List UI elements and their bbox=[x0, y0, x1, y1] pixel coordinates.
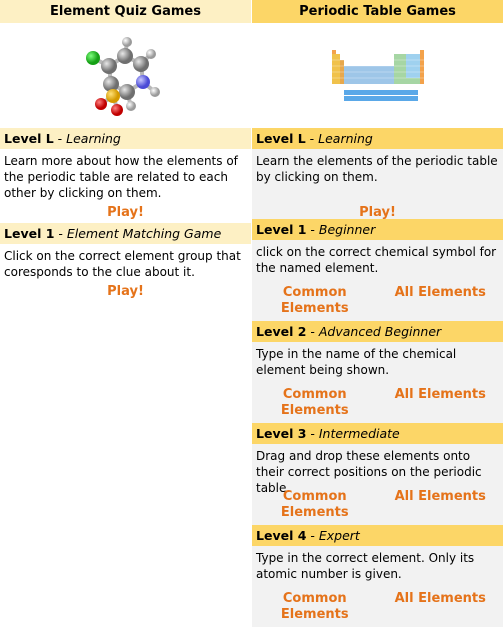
pt-level-3-panel bbox=[252, 444, 503, 525]
element-quiz-column bbox=[0, 0, 251, 302]
periodic-table-icon bbox=[330, 48, 426, 104]
pt-level-2-common-elements-link[interactable]: Common Elements bbox=[252, 387, 378, 419]
pt-level-l-panel bbox=[252, 149, 503, 219]
pt-level-4-heading: Level 4 - Expert bbox=[252, 525, 503, 546]
pt-level-3-options bbox=[252, 489, 503, 521]
pt-level-l-learning-heading: Level L - Learning bbox=[252, 128, 503, 149]
pt-level-4-panel bbox=[252, 546, 503, 627]
molecule-icon bbox=[81, 34, 171, 118]
periodic-table-column bbox=[252, 0, 503, 627]
pt-level-4-all-elements-link[interactable]: All Elements bbox=[378, 591, 503, 623]
pt-level-4-options bbox=[252, 591, 503, 623]
level-l-play-link[interactable]: Play! bbox=[0, 202, 251, 223]
pt-level-1-common-elements-link[interactable]: Common Elements bbox=[252, 285, 378, 317]
pt-level-1-panel bbox=[252, 240, 503, 321]
pt-level-2-description: Type in the name of the chemical element being shown. bbox=[252, 342, 503, 387]
pt-level-4-common-elements-link[interactable]: Common Elements bbox=[252, 591, 378, 623]
pt-level-2-heading: Level 2 - Advanced Beginner bbox=[252, 321, 503, 342]
periodic-table-image bbox=[252, 23, 503, 128]
pt-level-1-description: click on the correct chemical symbol for the named element. bbox=[252, 240, 503, 285]
level-l-description: Learn more about how the elements of the periodic table are related to each other by clicking on them. bbox=[0, 149, 251, 202]
pt-level-2-options bbox=[252, 387, 503, 419]
level-1-matching-description: Click on the correct element group that coresponds to the clue about it. bbox=[0, 244, 251, 281]
molecule-image bbox=[0, 23, 251, 128]
pt-level-3-description: Drag and drop these elements onto their correct positions on the periodic table. bbox=[252, 444, 503, 489]
pt-level-1-heading: Level 1 - Beginner bbox=[252, 219, 503, 240]
pt-level-1-all-elements-link[interactable]: All Elements bbox=[378, 285, 503, 317]
pt-level-2-all-elements-link[interactable]: All Elements bbox=[378, 387, 503, 419]
level-l-learning-heading: Level L - Learning bbox=[0, 128, 251, 149]
periodic-table-header: Periodic Table Games bbox=[252, 0, 503, 23]
pt-level-l-play-link[interactable]: Play! bbox=[252, 202, 503, 223]
pt-level-4-description: Type in the correct element. Only its atomic number is given. bbox=[252, 546, 503, 591]
level-1-matching-play-link[interactable]: Play! bbox=[0, 281, 251, 302]
element-quiz-header: Element Quiz Games bbox=[0, 0, 251, 23]
pt-level-1-options bbox=[252, 285, 503, 317]
pt-level-3-heading: Level 3 - Intermediate bbox=[252, 423, 503, 444]
level-1-matching-heading: Level 1 - Element Matching Game bbox=[0, 223, 251, 244]
pt-level-l-description: Learn the elements of the periodic table by clicking on them. bbox=[252, 149, 503, 202]
pt-level-3-common-elements-link[interactable]: Common Elements bbox=[252, 489, 378, 521]
pt-level-2-panel bbox=[252, 342, 503, 423]
pt-level-3-all-elements-link[interactable]: All Elements bbox=[378, 489, 503, 521]
